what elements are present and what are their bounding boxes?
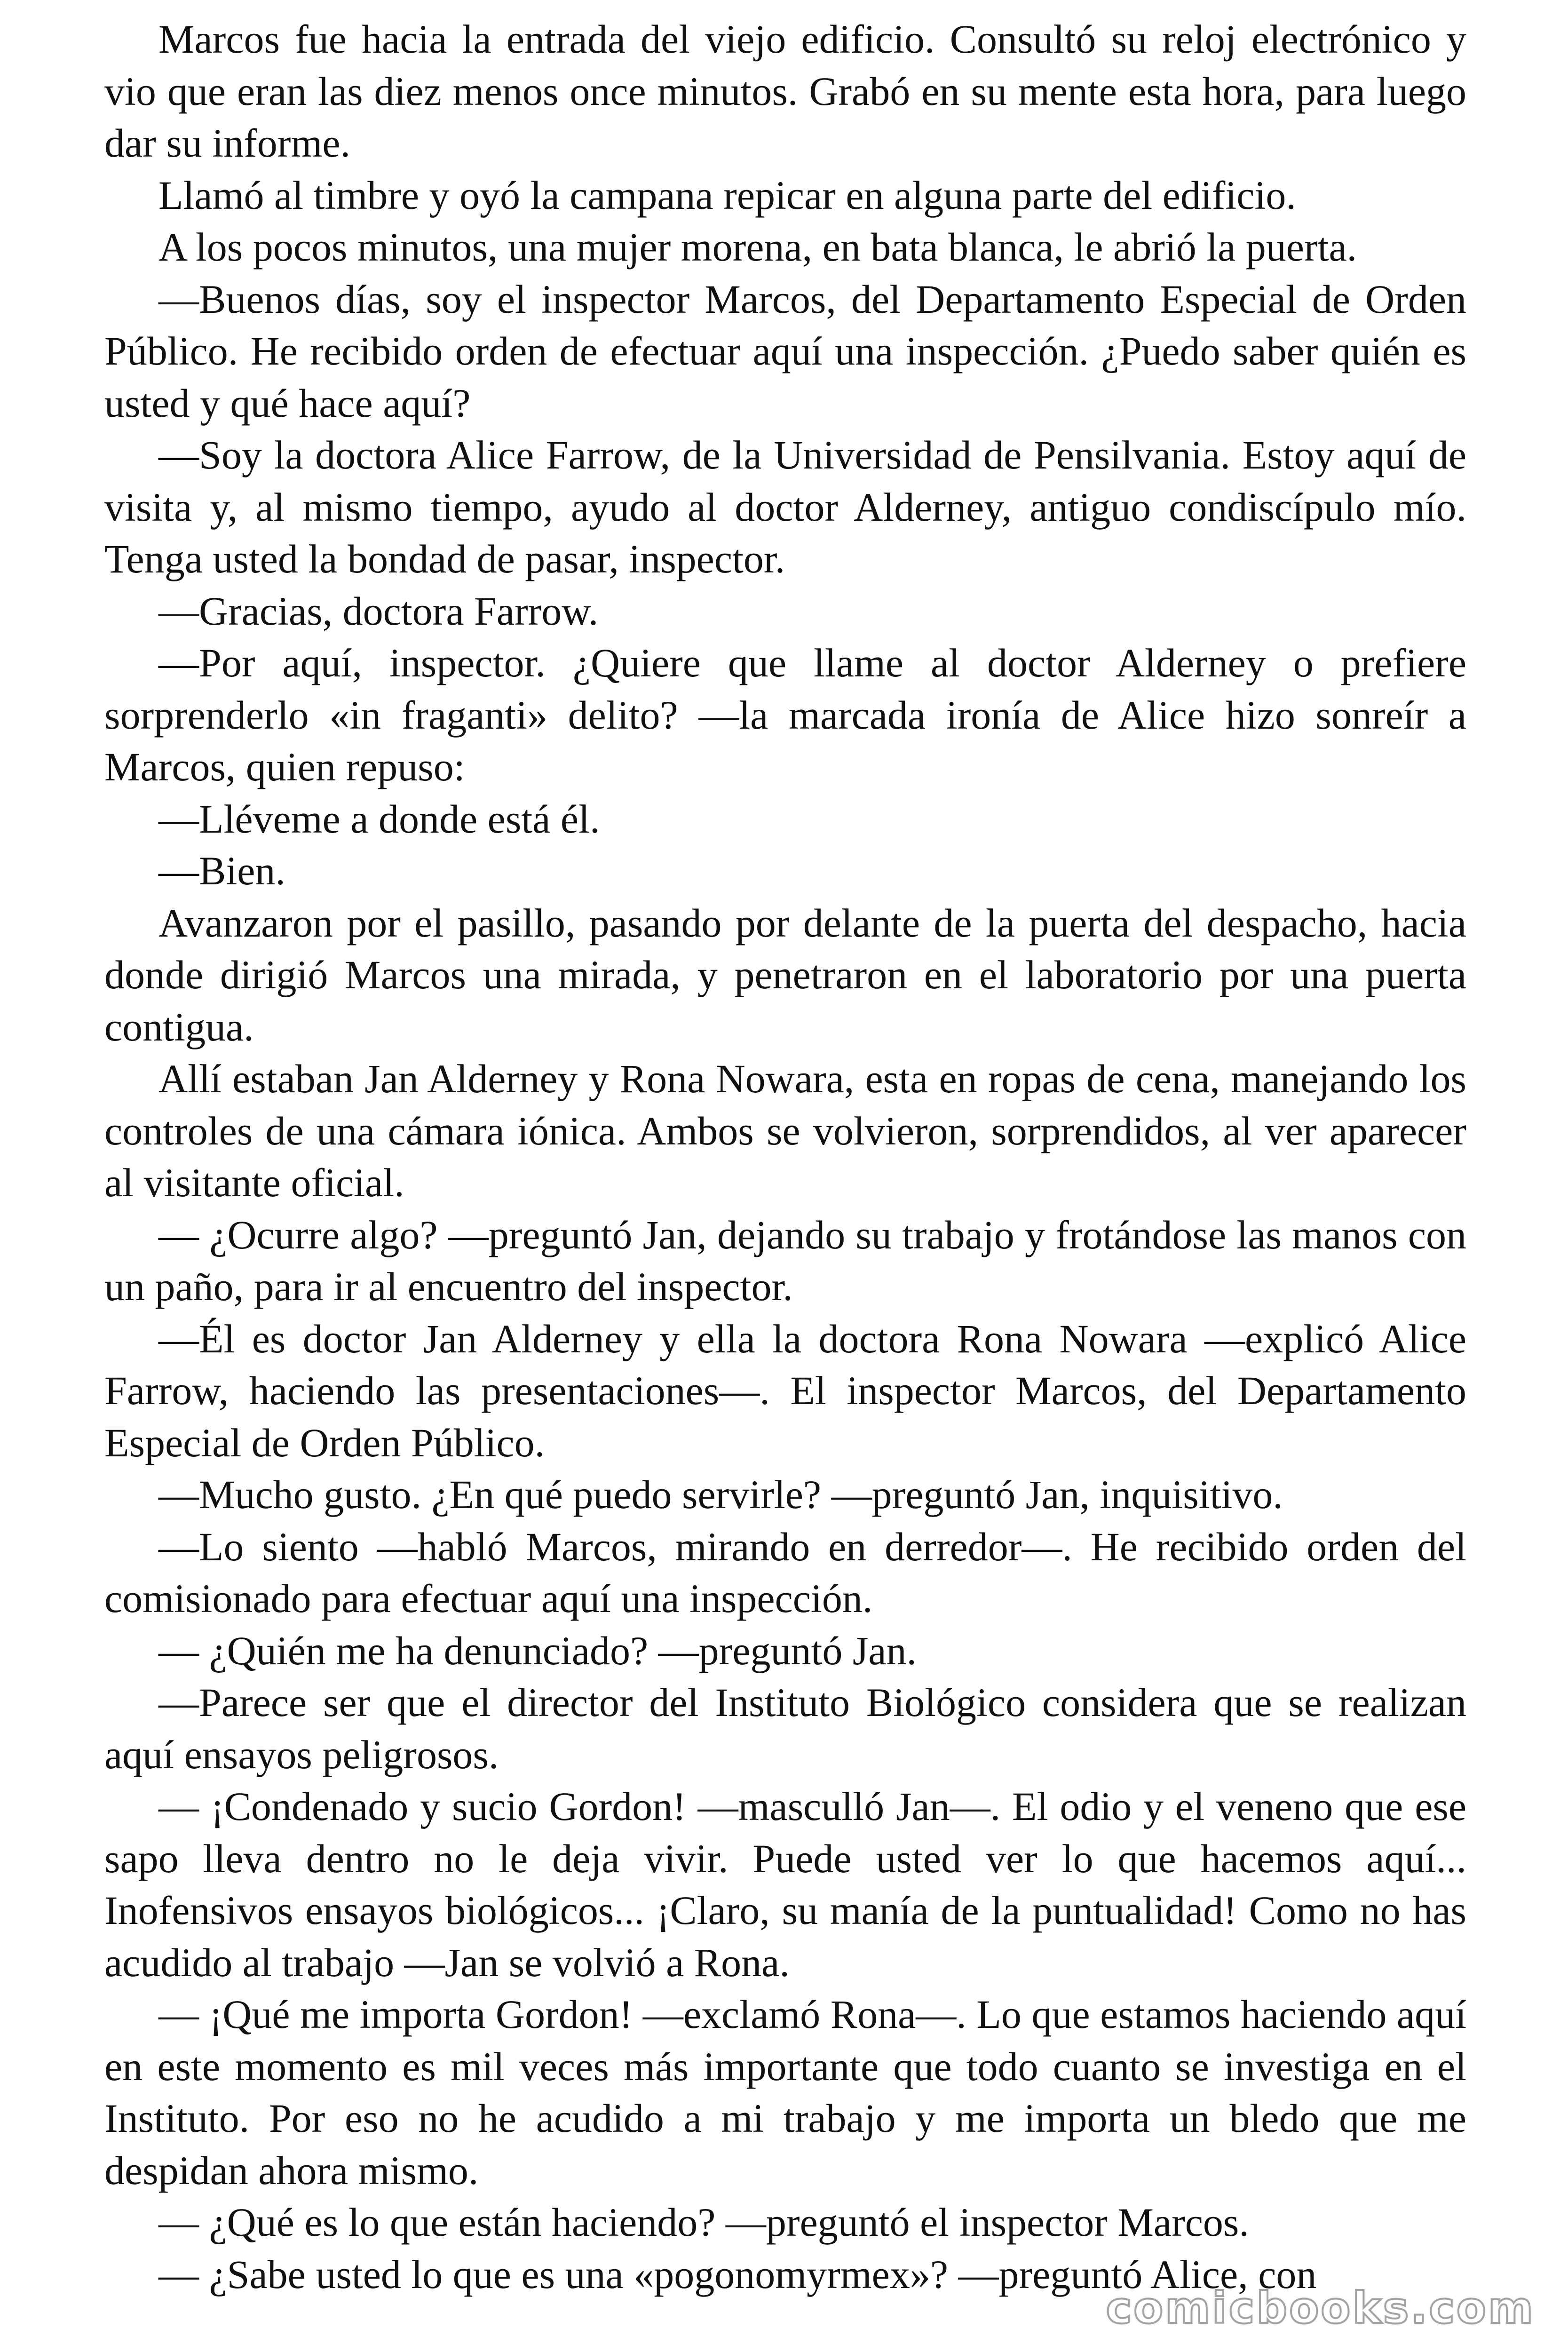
paragraph: Allí estaban Jan Alderney y Rona Nowara, esta en ropas de cena, manejando los controles de una cámara iónica. Ambos se volvieron, sorprendidos, al ver aparecer al visitante oficial.	[104, 1056, 1466, 1205]
paragraph: Marcos fue hacia la entrada del viejo edificio. Consultó su reloj electrónico y vio que eran las diez menos once minutos. Grabó en su mente esta hora, para luego dar su informe.	[104, 16, 1466, 166]
paragraph: —Gracias, doctora Farrow.	[158, 588, 599, 634]
paragraph: —Él es doctor Jan Alderney y ella la doctora Rona Nowara —explicó Alice Farrow, haciendo las presentaciones—. El inspector Marcos, del Departamento Especial de Orden Público.	[104, 1316, 1466, 1465]
body-text	[104, 13, 1466, 2300]
paragraph: —Soy la doctora Alice Farrow, de la Universidad de Pensilvania. Estoy aquí de visita y, al mismo tiempo, ayudo al doctor Alderney, antiguo condiscípulo mío. Tenga usted la bondad de pasar, inspector.	[104, 432, 1466, 581]
paragraph: — ¡Condenado y sucio Gordon! —masculló Jan—. El odio y el veneno que ese sapo lleva dentro no le deja vivir. Puede usted ver lo que hacemos aquí... Inofensivos ensayos biológicos... ¡Claro, su manía de la puntualidad! Como no has acudido al trabajo —Jan se volvió a Rona.	[104, 1784, 1466, 1985]
paragraph: — ¿Sabe usted lo que es una «pogonomyrmex»? —preguntó Alice, con	[158, 2251, 1317, 2297]
paragraph: —Bien.	[158, 848, 285, 893]
paragraph: —Buenos días, soy el inspector Marcos, del Departamento Especial de Orden Público. He recibido orden de efectuar aquí una inspección. ¿Puedo saber quién es usted y qué hace aquí?	[104, 276, 1466, 426]
paragraph: Llamó al timbre y oyó la campana repicar en alguna parte del edificio.	[158, 172, 1296, 218]
watermark-logo: comicbooks.com	[1106, 2283, 1535, 2333]
paragraph: — ¡Qué me importa Gordon! —exclamó Rona—. Lo que estamos haciendo aquí en este momento es mil veces más importante que todo cuanto se investiga en el Instituto. Por eso no he acudido a mi trabajo y me importa un bledo que me despidan ahora mismo.	[104, 1992, 1466, 2193]
paragraph: —Mucho gusto. ¿En qué puedo servirle? —preguntó Jan, inquisitivo.	[158, 1472, 1283, 1517]
paragraph: Avanzaron por el pasillo, pasando por delante de la puerta del despacho, hacia donde dirigió Marcos una mirada, y penetraron en el laboratorio por una puerta contigua.	[104, 900, 1466, 1049]
paragraph: — ¿Qué es lo que están haciendo? —preguntó el inspector Marcos.	[158, 2200, 1249, 2245]
paragraph: —Por aquí, inspector. ¿Quiere que llame al doctor Alderney o prefiere sorprenderlo «in fraganti» delito? —la marcada ironía de Alice hizo sonreír a Marcos, quien repuso:	[104, 640, 1466, 789]
paragraph: —Parece ser que el director del Instituto Biológico considera que se realizan aquí ensayos peligrosos.	[104, 1680, 1466, 1777]
paragraph: A los pocos minutos, una mujer morena, en bata blanca, le abrió la puerta.	[158, 224, 1357, 270]
paragraph: — ¿Ocurre algo? —preguntó Jan, dejando su trabajo y frotándose las manos con un paño, para ir al encuentro del inspector.	[104, 1212, 1466, 1309]
paragraph: — ¿Quién me ha denunciado? —preguntó Jan.	[158, 1628, 917, 1673]
paragraph: —Lo siento —habló Marcos, mirando en derredor—. He recibido orden del comisionado para efectuar aquí una inspección.	[104, 1524, 1466, 1621]
paragraph: —Lléveme a donde está él.	[158, 796, 600, 842]
